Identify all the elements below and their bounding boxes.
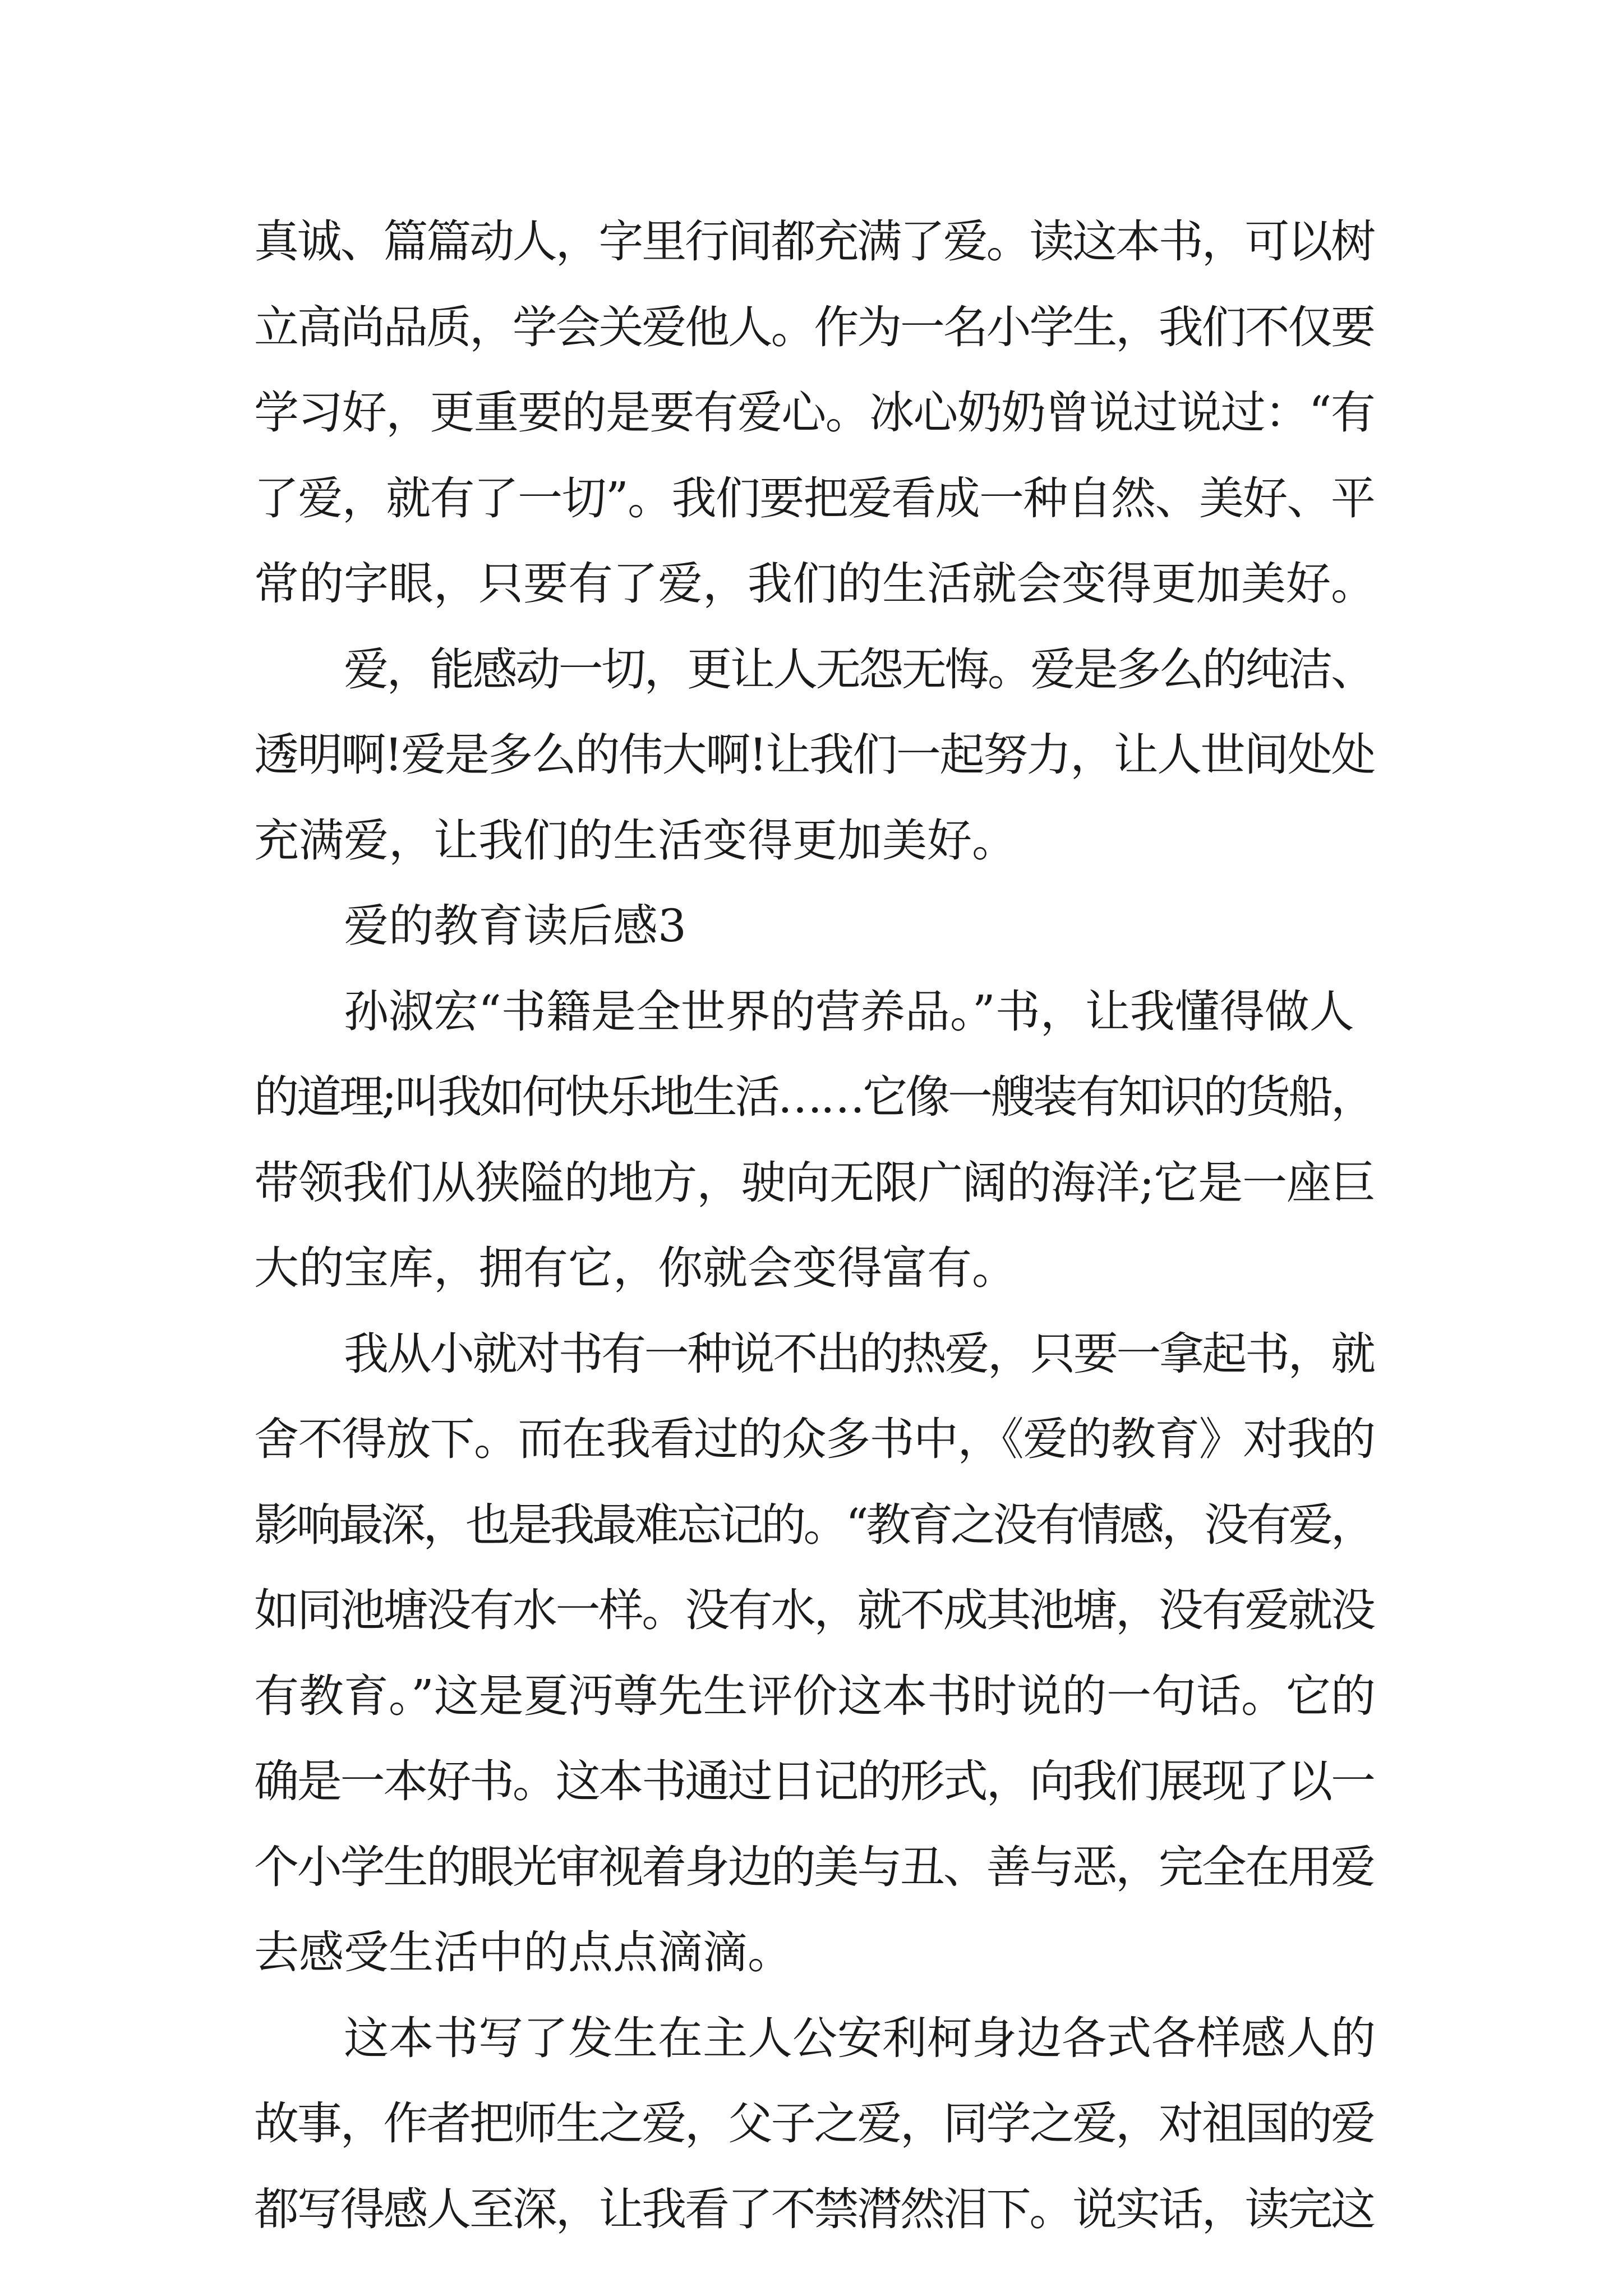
text-line: 影响最深，也是我最难忘记的。“教育之没有情感，没有爱，: [254, 1498, 1373, 1551]
text-line: 立高尚品质，学会关爱他人。作为一名小学生，我们不仅要: [254, 301, 1374, 353]
text-line: 舍不得放下。而在我看过的众多书中，《爱的教育》对我的: [254, 1413, 1375, 1465]
text-line: 去感受生活中的点点滴滴。: [254, 1926, 792, 1978]
text-line: 真诚、篇篇动人，字里行间都充满了爱。读这本书，可以树: [254, 215, 1374, 268]
text-line: 个小学生的眼光审视着身边的美与丑、善与恶，完全在用爱: [254, 1841, 1374, 1893]
text-line: 带领我们从狭隘的地方，驶向无限广阔的海洋;它是一座巨: [254, 1156, 1375, 1209]
text-line: 都写得感人至深，让我看了不禁潸然泪下。说实话，读完这: [254, 2183, 1374, 2235]
text-line: 学习好，更重要的是要有爱心。冰心奶奶曾说过说过：“有: [254, 386, 1375, 439]
text-line: 爱的教育读后感3: [344, 900, 686, 952]
text-line: 我从小就对书有一种说不出的热爱，只要一拿起书，就: [344, 1327, 1374, 1380]
text-line: 爱，能感动一切，更让人无怨无悔。爱是多么的纯洁、: [344, 643, 1374, 696]
body-text: [254, 199, 1376, 2252]
text-line: 故事，作者把师生之爱，父子之爱，同学之爱，对祖国的爱: [254, 2097, 1374, 2150]
text-line: 这本书写了发生在主人公安利柯身边各式各样感人的: [344, 2012, 1376, 2064]
text-line: 透明啊!爱是多么的伟大啊!让我们一起努力，让人世间处处: [254, 729, 1375, 781]
text-line: 的道理;叫我如何快乐地生活……它像一艘装有知识的货船，: [254, 1071, 1373, 1123]
text-line: 确是一本好书。这本书通过日记的形式，向我们展现了以一: [254, 1755, 1374, 1807]
text-line: 如同池塘没有水一样。没有水，就不成其池塘，没有爱就没: [254, 1584, 1374, 1636]
text-line: 大的宝库，拥有它，你就会变得富有。: [254, 1242, 1017, 1294]
text-line: 孙淑宏“书籍是全世界的营养品。”书，让我懂得做人: [344, 985, 1354, 1038]
text-line: 充满爱，让我们的生活变得更加美好。: [254, 814, 1017, 867]
text-line: 有教育。”这是夏沔尊先生评价这本书时说的一句话。它的: [254, 1669, 1376, 1722]
text-line: 常的字眼，只要有了爱，我们的生活就会变得更加美好。: [254, 558, 1376, 610]
text-line: 了爱，就有了一切”。我们要把爱看成一种自然、美好、平: [254, 472, 1375, 524]
